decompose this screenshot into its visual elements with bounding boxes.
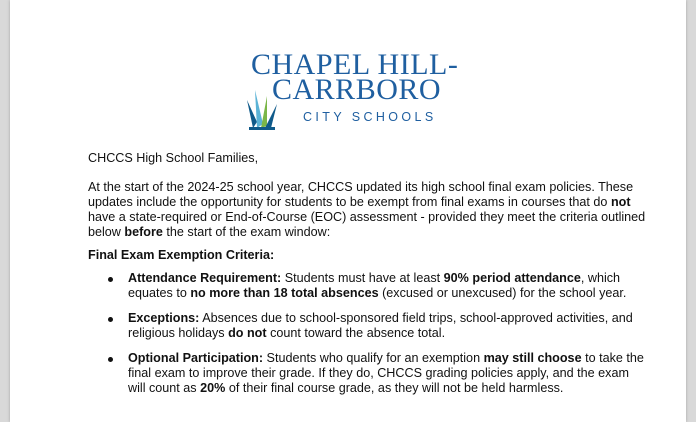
criteria-emphasis: 90% period attendance: [443, 271, 581, 285]
criteria-text: of their final course grade, as they will not be held harmless.: [225, 381, 564, 395]
criteria-item-optional: [88, 351, 648, 396]
intro-text-3: the start of the exam window:: [162, 225, 331, 239]
criteria-text: , which equates to: [128, 271, 621, 300]
intro-text-2: have a state-required or End-of-Course (EOC) assessment - provided they meet the criteria outlined below: [88, 210, 646, 239]
criteria-emphasis: may still choose: [483, 351, 582, 365]
intro-emphasis-before: before: [124, 225, 163, 239]
criteria-text: Students who qualify for an exemption: [263, 351, 484, 365]
district-logo: [245, 48, 460, 130]
bullet-dot: [108, 317, 113, 322]
logo-text-line3: CITY SCHOOLS: [303, 110, 437, 124]
letter-greeting: CHCCS High School Families,: [88, 151, 259, 165]
logo-text-line2: CARRBORO: [272, 73, 442, 106]
criteria-text: Students must have at least: [281, 271, 444, 285]
intro-emphasis-not: not: [610, 195, 631, 209]
logo-text-line1: CHAPEL HILL-: [251, 48, 459, 81]
criteria-emphasis: 20%: [200, 381, 226, 395]
criteria-emphasis: do not: [228, 326, 267, 340]
bullet-dot: [108, 277, 113, 282]
bullet-dot: [108, 357, 113, 362]
document-page: [10, 0, 686, 422]
criteria-item-attendance: [88, 271, 648, 301]
criteria-title: Optional Participation:: [128, 351, 264, 365]
criteria-heading: Final Exam Exemption Criteria:: [88, 248, 275, 262]
intro-paragraph: [88, 180, 648, 240]
criteria-text: count toward the absence total.: [266, 326, 446, 340]
criteria-emphasis: no more than 18 total absences: [190, 286, 379, 300]
criteria-text: (excused or unexcused) for the school year.: [378, 286, 627, 300]
criteria-list: [88, 271, 648, 396]
criteria-item-exceptions: [88, 311, 648, 341]
criteria-text: to take the final exam to improve their grade. If they do, CHCCS grading policies apply, and the exam will count as: [128, 351, 644, 395]
criteria-title: Exceptions:: [128, 311, 200, 325]
criteria-title: Attendance Requirement:: [128, 271, 282, 285]
criteria-text: Absences due to school-sponsored field trips, school-approved activities, and religious holidays: [128, 311, 633, 340]
intro-text-1: At the start of the 2024-25 school year, CHCCS updated its high school final exam policies. These updates include the opportunity for students to be exempt from final exams in courses that do: [88, 180, 634, 209]
